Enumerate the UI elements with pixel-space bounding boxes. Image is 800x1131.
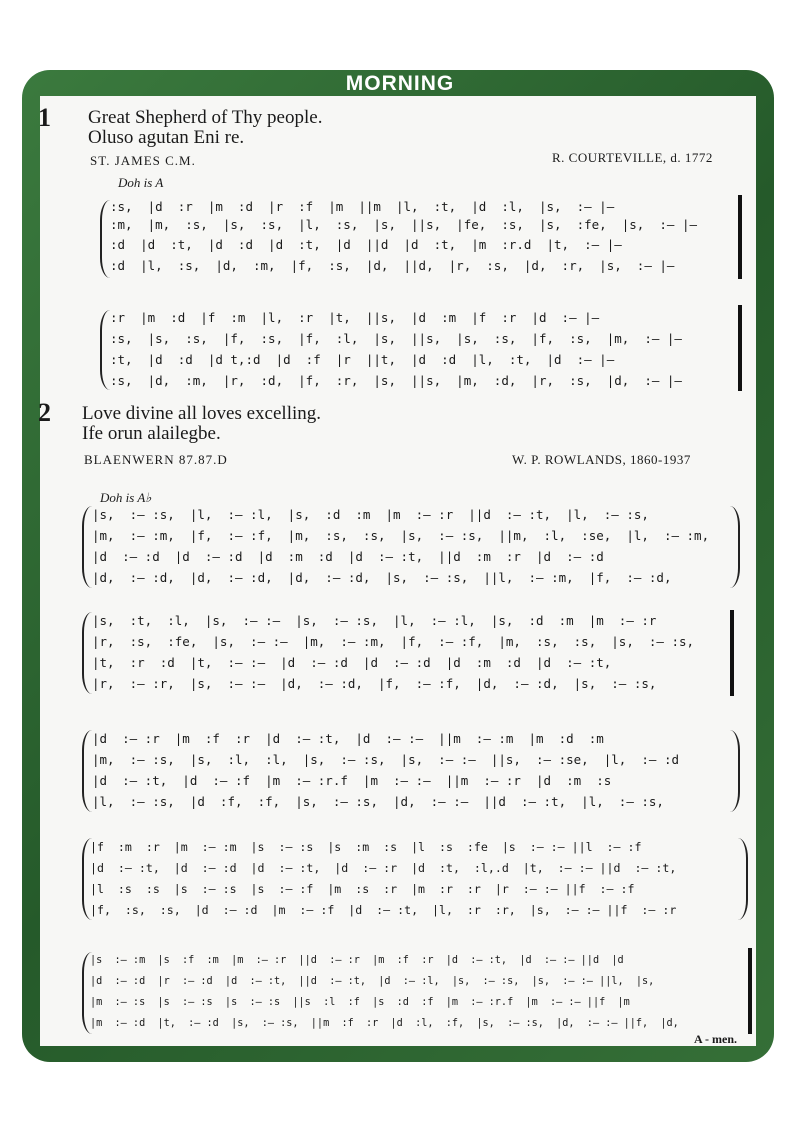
- soprano-line: |s, :t, :l, |s, :— :— |s, :— :s, |l, :— :l, |s, :d :m |m :— :r: [92, 613, 657, 628]
- tenor-line: :d |d :t, |d :d |d :t, |d ||d |d :t, |m :r.d |t, :— |—: [110, 237, 622, 252]
- tune-name: BLAENWERN 87.87.D: [84, 452, 228, 467]
- tenor-line: |m :— :s |s :— :s |s :— :s ||s :l :f |s :d :f |m :— :r.f |m :— :— ||f |m: [90, 997, 630, 1008]
- final-barline: [738, 195, 742, 279]
- bass-line: :d |l, :s, |d, :m, |f, :s, |d, ||d, |r, :s, |d, :r, |s, :— |—: [110, 258, 675, 273]
- final-barline: [738, 305, 742, 391]
- amen-label: A - men.: [694, 1032, 737, 1046]
- page-title: MORNING: [345, 72, 455, 95]
- bass-line: |f, :s, :s, |d :— :d |m :— :f |d :— :t, |l, :r :r, |s, :— :— ||f :— :r: [90, 903, 677, 917]
- key-signature: Doh is A♭: [100, 490, 152, 505]
- bass-line: :s, |d, :m, |r, :d, |f, :r, |s, ||s, |m, :d, |r, :s, |d, :— |—: [110, 373, 682, 388]
- hymn-title-yoruba: Ife orun alailegbe.: [82, 423, 221, 444]
- tenor-line: |d :— :d |d :— :d |d :m :d |d :— :t, ||d :m :r |d :— :d: [92, 549, 604, 564]
- system-brace: [100, 310, 110, 390]
- system-brace: [82, 730, 92, 812]
- alto-line: |d :— :d |r :— :d |d :— :t, ||d :— :t, |d :— :l, |s, :— :s, |s, :— :— ||l, |s,: [90, 976, 655, 987]
- tenor-line: |t, :r :d |t, :— :— |d :— :d |d :— :d |d :m :d |d :— :t,: [92, 655, 612, 670]
- alto-line: :s, |s, :s, |f, :s, |f, :l, |s, ||s, |s, :s, |f, :s, |m, :— |—: [110, 331, 682, 346]
- system-brace: [82, 506, 92, 588]
- system-brace: [82, 612, 92, 694]
- soprano-line: |f :m :r |m :— :m |s :— :s |s :m :s |l :s :fe |s :— :— ||l :— :f: [90, 840, 642, 854]
- key-signature: Doh is A: [118, 175, 164, 190]
- closing-brace: [738, 838, 748, 920]
- closing-brace: [730, 730, 740, 812]
- bass-line: |d, :— :d, |d, :— :d, |d, :— :d, |s, :— :s, ||l, :— :m, |f, :— :d,: [92, 570, 672, 585]
- hymn-number: 1: [38, 103, 51, 132]
- soprano-line: |d :— :r |m :f :r |d :— :t, |d :— :— ||m :— :m |m :d :m: [92, 731, 604, 746]
- alto-line: :m, |m, :s, |s, :s, |l, :s, |s, ||s, |fe, :s, |s, :fe, |s, :— |—: [110, 217, 697, 232]
- hymn-title-english: Great Shepherd of Thy people.: [88, 107, 323, 128]
- bass-line: |m :— :d |t, :— :d |s, :— :s, ||m :f :r |d :l, :f, |s, :— :s, |d, :— :— ||f, |d,: [90, 1018, 679, 1029]
- hymn-title-yoruba: Oluso agutan Eni re.: [88, 127, 245, 148]
- closing-brace: [730, 506, 740, 588]
- soprano-line: |s, :— :s, |l, :— :l, |s, :d :m |m :— :r ||d :— :t, |l, :— :s,: [92, 507, 649, 522]
- composer: R. COURTEVILLE, d. 1772: [552, 150, 713, 165]
- hymn-title-english: Love divine all loves excelling.: [82, 403, 322, 424]
- hymn-number: 2: [38, 398, 51, 427]
- soprano-line: |s :— :m |s :f :m |m :— :r ||d :— :r |m :f :r |d :— :t, |d :— :— ||d |d: [90, 955, 624, 966]
- alto-line: |d :— :t, |d :— :d |d :— :t, |d :— :r |d :t, :l,.d |t, :— :— ||d :— :t,: [90, 861, 677, 875]
- alto-line: |r, :s, :fe, |s, :— :— |m, :— :m, |f, :— :f, |m, :s, :s, |s, :— :s,: [92, 634, 695, 649]
- double-barline: [730, 610, 734, 696]
- alto-line: |m, :— :m, |f, :— :f, |m, :s, :s, |s, :— :s, ||m, :l, :se, |l, :— :m,: [92, 528, 710, 543]
- system-brace: [100, 200, 110, 278]
- final-barline: [748, 948, 752, 1034]
- bass-line: |r, :— :r, |s, :— :— |d, :— :d, |f, :— :f, |d, :— :d, |s, :— :s,: [92, 676, 657, 691]
- tenor-line: |d :— :t, |d :— :f |m :— :r.f |m :— :— ||m :— :r |d :m :s: [92, 773, 612, 788]
- alto-line: |m, :— :s, |s, :l, :l, |s, :— :s, |s, :— :— ||s, :— :se, |l, :— :d: [92, 752, 679, 767]
- tenor-line: |l :s :s |s :— :s |s :— :f |m :s :r |m :r :r |r :— :— ||f :— :f: [90, 882, 635, 896]
- soprano-line: :s, |d :r |m :d |r :f |m ||m |l, :t, |d :l, |s, :— |—: [110, 199, 615, 214]
- tune-name: ST. JAMES C.M.: [90, 153, 196, 168]
- tenor-line: :t, |d :d |d t,:d |d :f |r ||t, |d :d |l, :t, |d :— |—: [110, 352, 615, 367]
- composer: W. P. ROWLANDS, 1860-1937: [512, 452, 691, 467]
- bass-line: |l, :— :s, |d :f, :f, |s, :— :s, |d, :— :— ||d :— :t, |l, :— :s,: [92, 794, 664, 809]
- soprano-line: :r |m :d |f :m |l, :r |t, ||s, |d :m |f :r |d :— |—: [110, 310, 600, 325]
